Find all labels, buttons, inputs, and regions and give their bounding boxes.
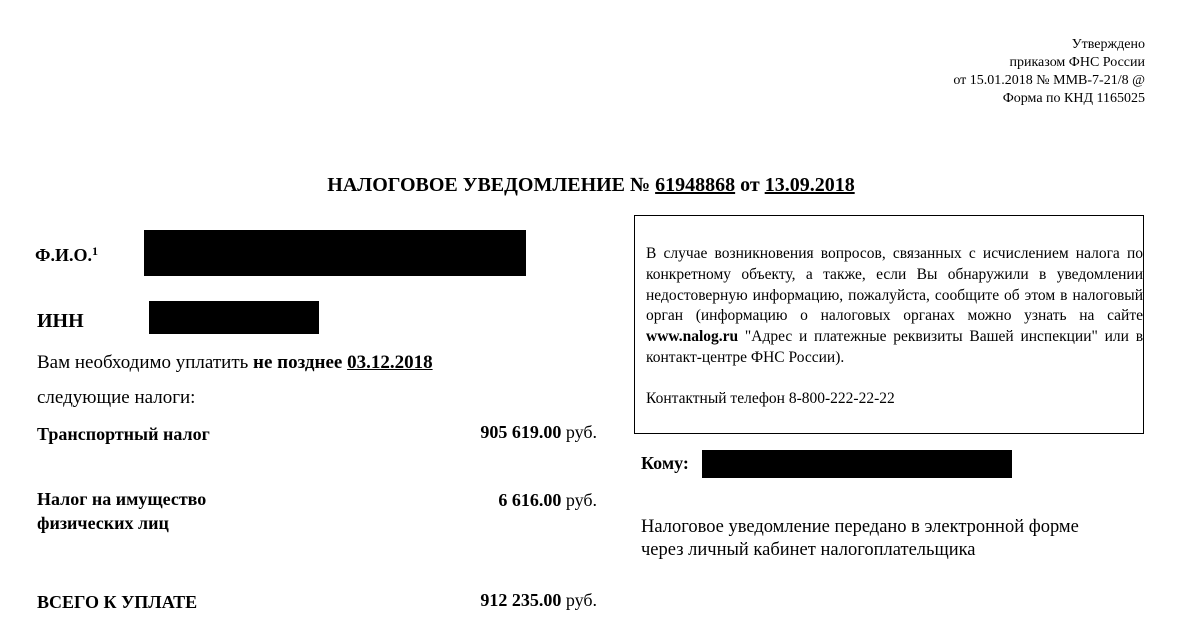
total-currency: руб. — [565, 590, 597, 610]
info-site-link[interactable]: www.nalog.ru — [646, 328, 739, 346]
title-prefix: НАЛОГОВОЕ УВЕДОМЛЕНИЕ № — [327, 174, 651, 196]
fio-redaction — [144, 230, 526, 276]
deadline-date: 03.12.2018 — [347, 352, 433, 373]
pay-prefix: Вам необходимо уплатить — [37, 352, 249, 373]
notice-date: 13.09.2018 — [764, 174, 855, 196]
approval-line: Утверждено — [1071, 37, 1145, 52]
delivery-note — [641, 516, 1079, 562]
info-text-tail: "Адрес и платежные реквизиты Вашей инспекции" или в контакт-центре ФНС России). — [646, 328, 1144, 366]
notice-number: 61948868 — [655, 174, 736, 196]
tax-currency: руб. — [565, 422, 597, 442]
inn-label: ИНН — [37, 310, 84, 332]
delivery-line: через личный кабинет налогоплательщика — [641, 540, 976, 560]
recipient-label: Кому: — [641, 453, 689, 473]
payment-instruction — [37, 352, 433, 374]
tax-amount-value: 6 616.00 — [498, 490, 562, 510]
deadline-label: не позднее — [253, 352, 343, 373]
total-amount — [480, 590, 597, 611]
document-title — [0, 174, 1182, 197]
tax-name-line: Налог на имущество — [37, 489, 207, 509]
tax-name-transport: Транспортный налог — [37, 424, 210, 444]
inn-redaction — [149, 301, 319, 334]
recipient-redaction — [702, 450, 1012, 478]
fio-label — [35, 244, 98, 266]
info-text — [646, 244, 1143, 369]
tax-currency: руб. — [565, 490, 597, 510]
total-amount-value: 912 235.00 — [480, 590, 562, 610]
tax-name-line: физических лиц — [37, 513, 169, 533]
fio-label-text: Ф.И.О. — [35, 245, 92, 265]
info-box — [634, 215, 1144, 434]
tax-amount-property — [498, 490, 597, 511]
tax-amount-value: 905 619.00 — [480, 422, 562, 442]
tax-amount-transport — [480, 422, 597, 443]
approval-order: приказом ФНС России — [1009, 55, 1145, 70]
title-from: от — [740, 174, 760, 196]
approval-block — [953, 36, 1145, 108]
contact-phone: Контактный телефон 8-800-222-22-22 — [646, 390, 895, 407]
delivery-line: Налоговое уведомление передано в электронной форме — [641, 517, 1079, 537]
total-label: ВСЕГО К УПЛАТЕ — [37, 592, 198, 612]
fio-footnote: 1 — [91, 244, 98, 258]
tax-name-property — [37, 487, 206, 535]
info-text-main: В случае возникновения вопросов, связанных с исчислением налога по конкретному объекту, а также, если Вы обнаружили в уведомлении недостоверную информацию, пожалуйста, сообщите об этом в налоговый орган (информацию о налоговых органах можно узнать на сайте — [646, 245, 1143, 325]
form-code: Форма по КНД 1165025 — [1002, 91, 1145, 106]
following-taxes: следующие налоги: — [37, 387, 196, 408]
approval-order-number: от 15.01.2018 № ММВ-7-21/8 @ — [953, 73, 1145, 88]
